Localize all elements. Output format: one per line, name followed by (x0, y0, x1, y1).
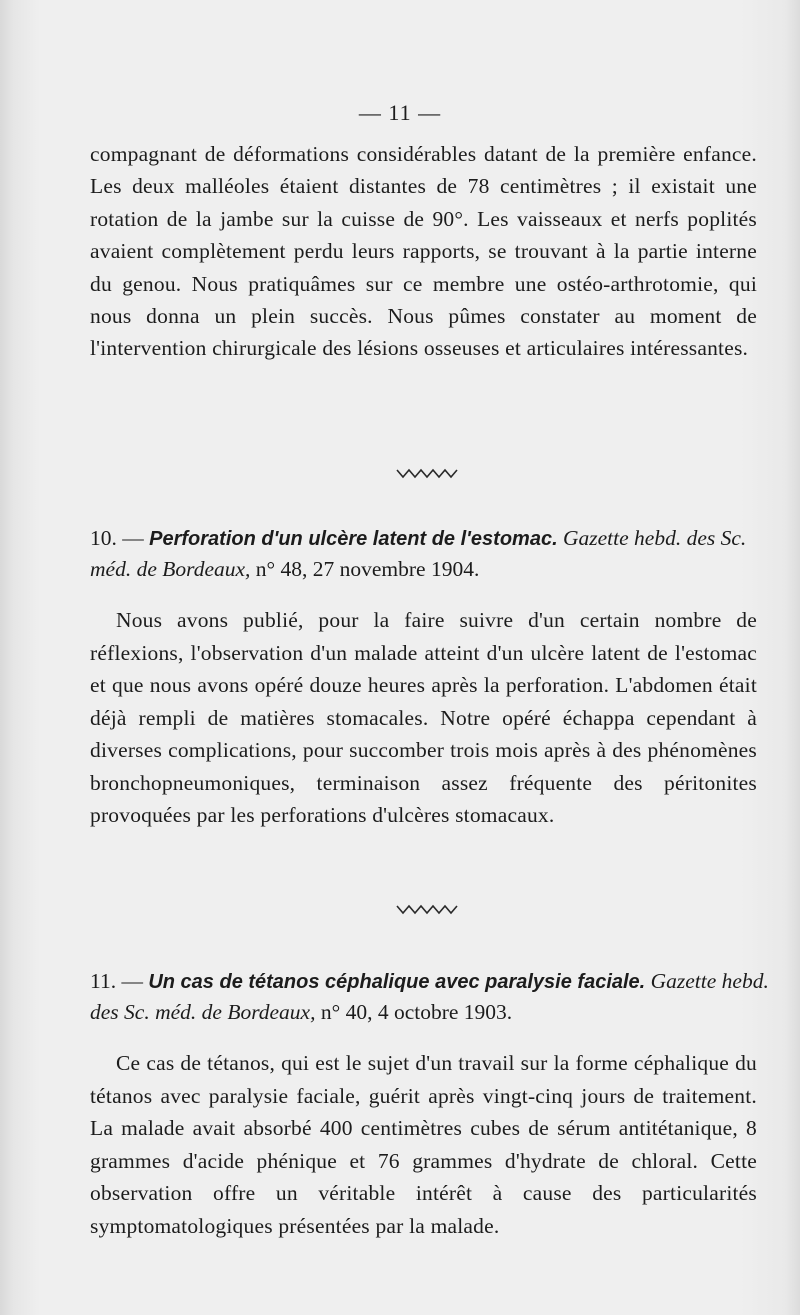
entry-body-10: Nous avons publié, pour la faire suivre d'un certain nombre de réflexions, l'observation d'un malade atteint d'un ulcère latent de l'estomac et que nous avons opéré douze heures après la perforation. L'abdomen était déjà rempli de matières stomacales. Notre opéré échappa cependant à diverses complications, pour succomber trois mois après à des phénomènes bronchopneumoniques, terminaison assez fréquente des péritonites provoquées par les perforations d'ulcères stomacaux. (90, 608, 757, 827)
entry-journal: Gazette hebd. des Sc. méd. de Bordeaux, (90, 526, 747, 581)
paragraph-continuation: compagnant de déformations considérables datant de la première enfance. Les deux malléoles étaient distantes de 78 centimètres ; il existait une rotation de la jambe sur la cuisse de 90°. Les vaisseaux et nerfs poplités avaient complètement perdu leurs rapports, se trouvant à la partie interne du genou. Nous pratiquâmes sur ce membre une ostéo-arthrotomie, qui nous donna un plein succès. Nous pûmes constater au moment de l'intervention chirurgicale des lésions osseuses et articulaires intéressantes. (90, 142, 757, 361)
entry-journal: Gazette hebd. des Sc. méd. de Bordeaux, (90, 969, 769, 1024)
entry-body-11: Ce cas de tétanos, qui est le sujet d'un travail sur la forme céphalique du tétanos avec paralysie faciale, guérit après vingt-cinq jours de traitement. La malade avait absorbé 400 centimètres cubes de sérum antitétanique, 8 grammes d'acide phénique et 76 grammes d'hydrate de chloral. Cette observation offre un véritable intérêt à cause des particularités symptomatologiques présentées par la malade. (90, 1051, 757, 1238)
entry-title: Un cas de tétanos céphalique avec paralysie faciale. (148, 971, 646, 993)
entry-heading-11 (90, 966, 770, 1027)
entry-number: 11. — (90, 969, 143, 993)
entry-number: 10. — (90, 526, 144, 550)
entry-issue: n° 48, 27 novembre 1904. (255, 557, 480, 581)
entry-issue: n° 40, 4 octobre 1903. (320, 1000, 513, 1024)
page-number: — 11 — (358, 100, 442, 125)
wavy-rule-icon (395, 466, 459, 480)
entry-heading-10 (90, 523, 770, 584)
wavy-rule-icon (395, 902, 459, 916)
entry-title: Perforation d'un ulcère latent de l'estomac. (149, 528, 558, 550)
